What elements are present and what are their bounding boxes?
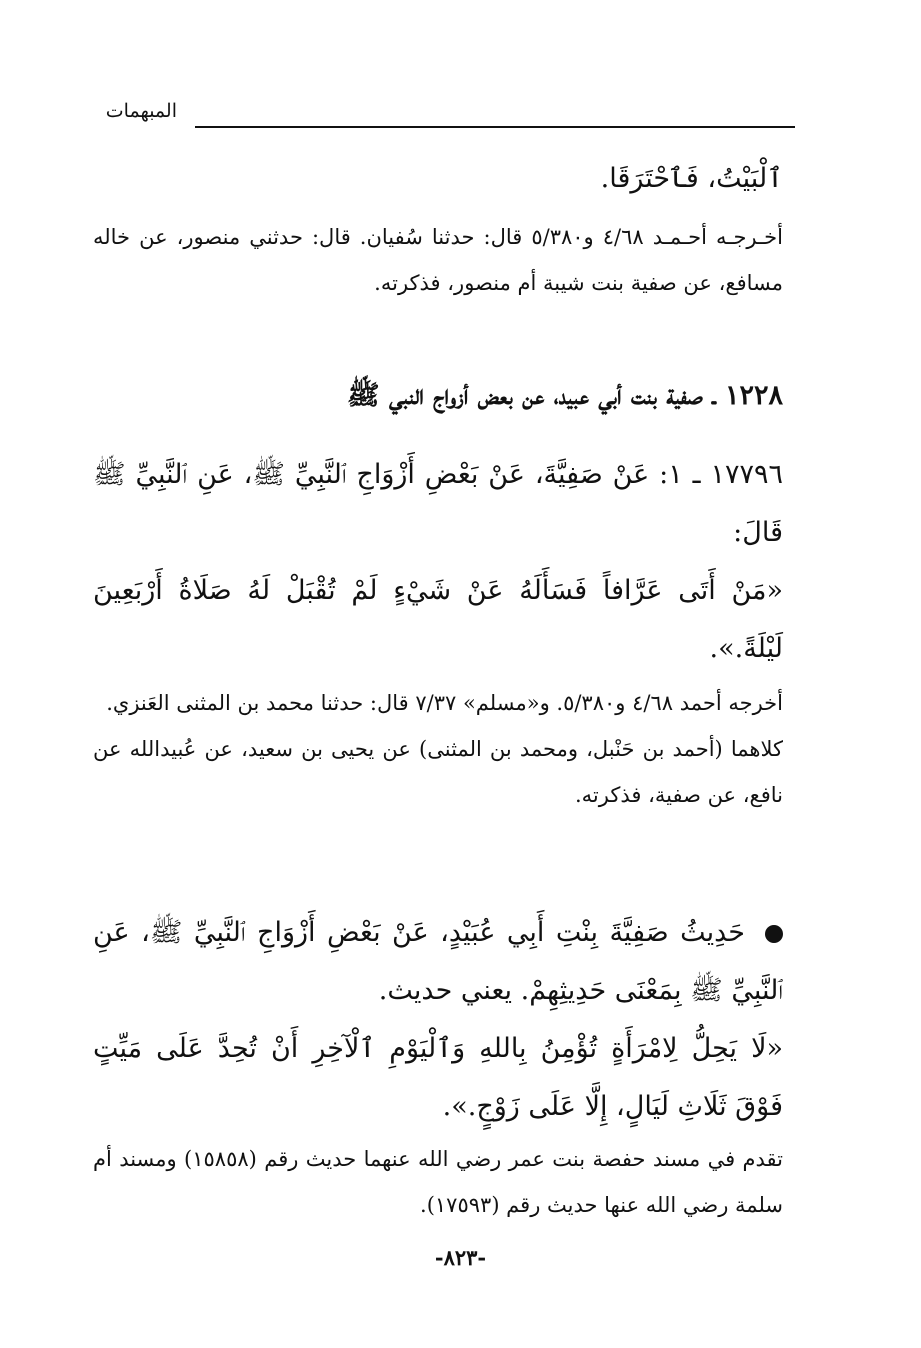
hadith-block: [93, 446, 783, 678]
hadith-text: «مَنْ أَتَى عَرَّافاً فَسَأَلَهُ عَنْ شَيْءٍ لَمْ تُقْبَلْ لَهُ صَلَاةُ أَرْبَعِينَ لَيْلَةً.».: [93, 575, 783, 664]
continuation-text-block: [93, 150, 783, 208]
page-header: [105, 100, 795, 134]
bullet-icon: [765, 925, 783, 943]
takhrij-text-2: أخرجه أحمد ٤/٦٨ و٥/٣٨٠. و«مسلم» ٧/٣٧ قال: حدثنا محمد بن المثنى العَنزي.: [106, 691, 783, 715]
continuation-text: ٱلْبَيْتُ، فَٱحْتَرَقَا.: [600, 163, 783, 194]
bullet-block: [93, 904, 783, 1136]
page-number: -٨٢٣-: [434, 1245, 487, 1270]
reference-block: [93, 1136, 783, 1228]
takhrij-text-1: أخـرجـه أحـمـد ٤/٦٨ و٥/٣٨٠ قال: حدثنا سُفيان. قال: حدثني منصور، عن خاله مسافع، عن صفية بنت شيبة أم منصور، فذكرته.: [93, 225, 783, 295]
takhrij-block-2: [93, 680, 783, 818]
bullet-intro: حَدِيثُ صَفِيَّةَ بِنْتِ أَبِي عُبَيْدٍ، عَنْ بَعْضِ أَزْوَاجِ ٱلنَّبِيِّ ﷺ، عَنِ ٱلنَّبِيِّ ﷺ بِمَعْنَى حَدِيثِهِمْ. يعني حديث.: [93, 917, 783, 1006]
hadith-intro: ١٧٧٩٦ ـ ١: عَنْ صَفِيَّةَ، عَنْ بَعْضِ أَزْوَاجِ ٱلنَّبِيِّ ﷺ، عَنِ ٱلنَّبِيِّ ﷺ قَالَ:: [93, 459, 783, 548]
header-rule: [195, 126, 795, 128]
bullet-hadith-text: «لَا يَحِلُّ لِامْرَأَةٍ تُؤْمِنُ بِاللهِ وَٱلْيَوْمِ ٱلْآخِرِ أَنْ تُحِدَّ عَلَى مَيِّتٍ فَوْقَ ثَلَاثِ لَيَالٍ، إِلَّا عَلَى زَوْجٍ.».: [93, 1033, 783, 1122]
running-title: المبهمات: [105, 100, 177, 122]
reference-text: تقدم في مسند حفصة بنت عمر رضي الله عنهما حديث رقم (١٥٨٥٨) ومسند أم سلمة رضي الله عنها حديث رقم (١٧٥٩٣).: [93, 1147, 783, 1217]
section-heading-block: [93, 371, 783, 421]
section-heading: ١٢٢٨ ـ صفية بنت أبي عبيد، عن بعض أزواج النبي ﷺ: [347, 380, 783, 411]
chain-text: كلاهما (أحمد بن حَنْبل، ومحمد بن المثنى) عن يحيى بن سعيد، عن عُبيدالله عن نافع، عن صفية، فذكرته.: [93, 737, 783, 807]
takhrij-block-1: [93, 214, 783, 306]
